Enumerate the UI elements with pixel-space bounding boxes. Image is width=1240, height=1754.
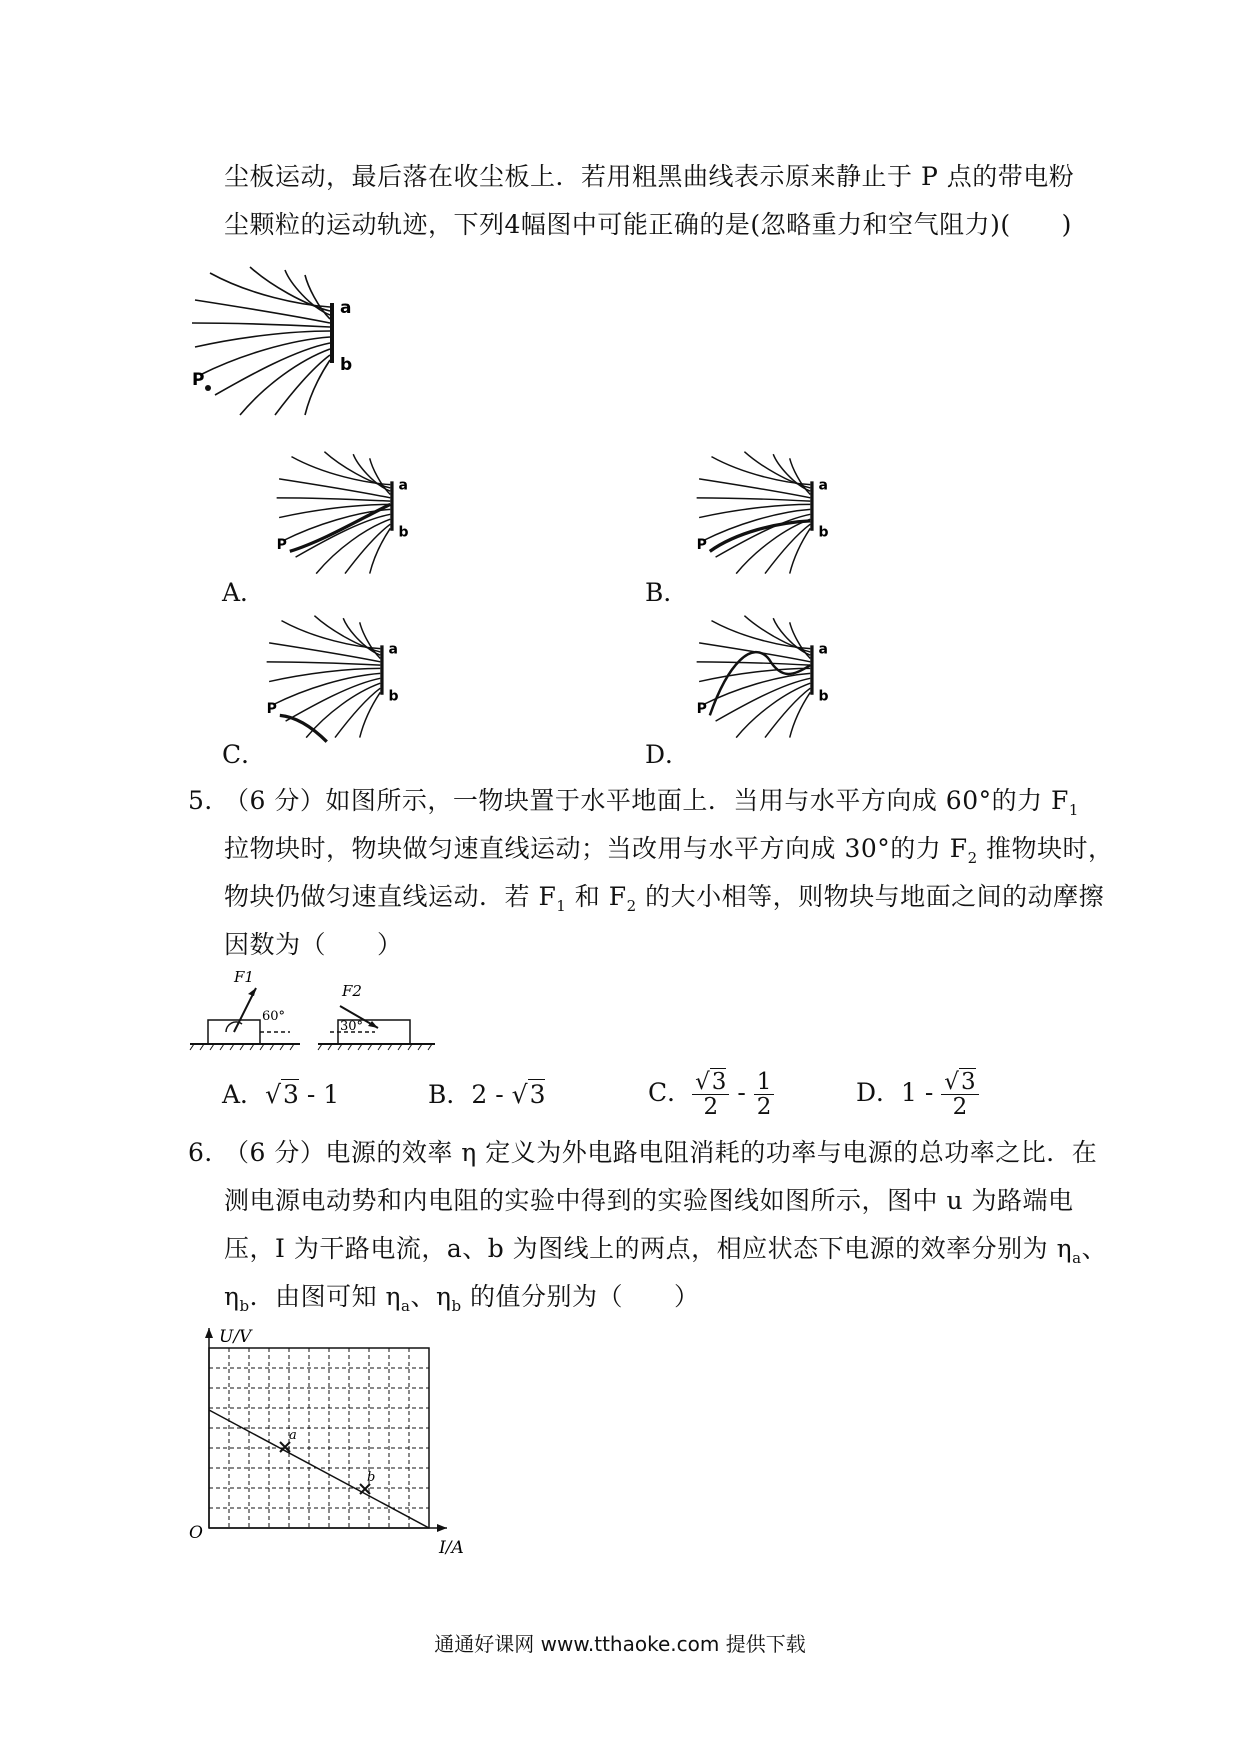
q6-origin: O	[189, 1523, 203, 1543]
q4-label-p: P	[192, 370, 205, 390]
svg-text:b: b	[818, 524, 829, 541]
q5-option-c[interactable]: C． $\frac{√3}{2}$ - $\frac{1}{2}$	[648, 1070, 774, 1119]
svg-text:b: b	[818, 688, 829, 705]
svg-text:a: a	[388, 641, 398, 658]
q5-option-d[interactable]: D．1 - $\frac{√3}{2}$	[856, 1070, 979, 1119]
q6-point-b: b	[367, 1470, 376, 1485]
q6-text-line3: 压，I 为干路电流，a、b 为图线上的两点，相应状态下电源的效率分别为 $\eta_a$、	[224, 1234, 1108, 1267]
q6-ylabel: U/V	[219, 1327, 252, 1347]
q6-point-a: a	[289, 1428, 297, 1443]
q5-label-30: 30°	[340, 1019, 364, 1034]
q4-option-b-figure	[695, 448, 835, 588]
q4-label-a: a	[340, 298, 352, 318]
q5-option-a[interactable]: A．√3 - 1	[222, 1080, 340, 1109]
q5-text-line2: 拉物块时，物块做匀速直线运动；当改用与水平方向成 30°的力 $F_2$ 推物块时，	[224, 834, 1114, 867]
svg-text:P: P	[696, 700, 707, 717]
q5-label-f1: F1	[234, 968, 254, 986]
q4-option-c-label[interactable]: C．	[222, 740, 267, 769]
svg-text:b: b	[388, 688, 399, 705]
q6-text-line1: （6 分）电源的效率 η 定义为外电路电阻消耗的功率与电源的总功率之比．在	[224, 1138, 1098, 1167]
q4-text-line1: 尘板运动，最后落在收尘板上．若用粗黑曲线表示原来静止于 P 点的带电粉	[224, 162, 1075, 191]
q4-option-c-figure	[265, 612, 405, 752]
svg-text:a: a	[818, 641, 828, 658]
q5-number: 5．	[188, 786, 230, 815]
q4-text-line2: 尘颗粒的运动轨迹，下列4幅图中可能正确的是(忽略重力和空气阻力)( )	[224, 210, 1072, 239]
q4-main-figure	[190, 265, 360, 430]
q6-ui-graph	[185, 1328, 475, 1558]
q5-text-line3: 物块仍做匀速直线运动．若 $F_1$ 和 $F_2$ 的大小相等，则物块与地面之间的动摩擦	[224, 882, 1105, 915]
q6-text-line2: 测电源电动势和内电阻的实验中得到的实验图线如图所示，图中 u 为路端电	[224, 1186, 1074, 1215]
q4-option-a-figure	[275, 448, 415, 588]
svg-text:P: P	[276, 536, 287, 553]
page-footer: 通通好课网 www.tthaoke.com 提供下载	[434, 1632, 806, 1656]
q4-option-b-label[interactable]: B．	[645, 578, 689, 607]
q5-force-figure	[190, 968, 435, 1058]
svg-text:a: a	[818, 477, 828, 494]
q5-text-line4: 因数为（ ）	[224, 930, 403, 959]
q4-option-a-label[interactable]: A．	[222, 578, 266, 607]
q6-xlabel: I/A	[439, 1538, 464, 1558]
q5-text-line1: （6 分）如图所示，一物块置于水平地面上．当用与水平方向成 60°的力 $F_1$	[224, 786, 1079, 819]
svg-text:a: a	[398, 477, 408, 494]
svg-text:P: P	[696, 536, 707, 553]
q5-label-60: 60°	[262, 1009, 286, 1024]
q4-option-d-figure	[695, 612, 835, 752]
q5-label-f2: F2	[342, 982, 362, 1000]
svg-text:b: b	[398, 524, 409, 541]
q4-option-d-label[interactable]: D．	[645, 740, 691, 769]
q5-option-b[interactable]: B．2 - √3	[428, 1080, 546, 1109]
svg-text:P: P	[266, 700, 277, 717]
q4-label-b: b	[340, 355, 353, 375]
q6-number: 6．	[188, 1138, 230, 1167]
q6-text-line4: $\eta_b$．由图可知 $\eta_a$、$\eta_b$ 的值分别为（ ）	[224, 1282, 700, 1315]
